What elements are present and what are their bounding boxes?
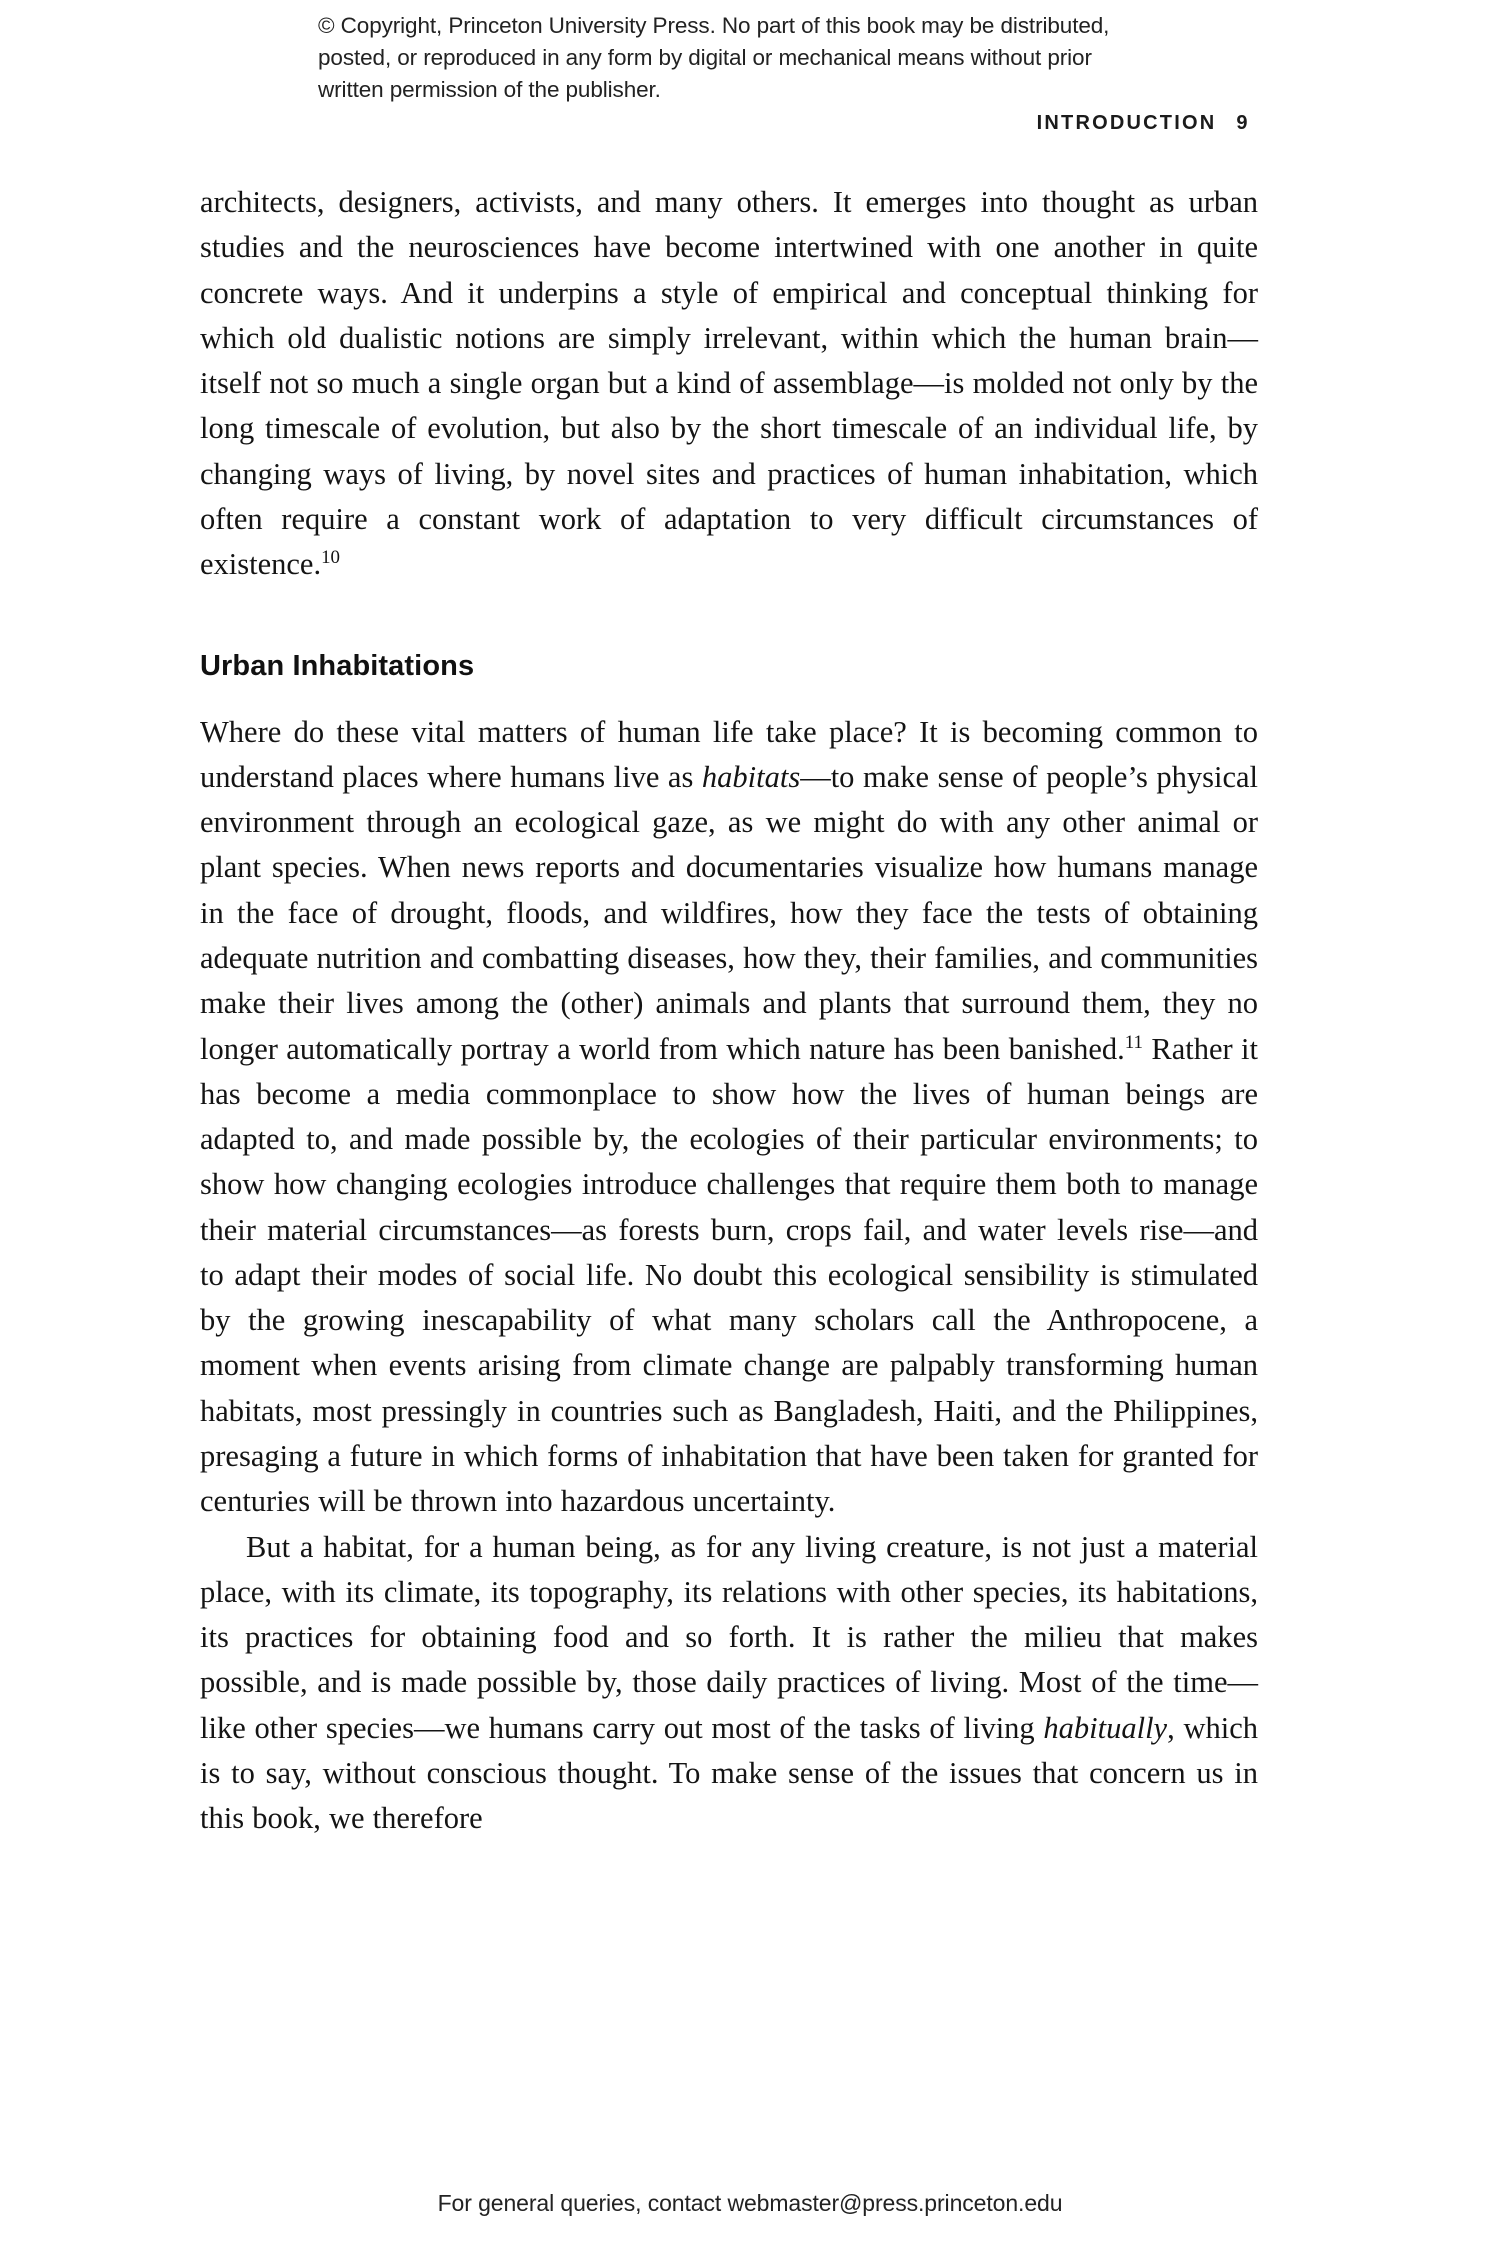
section-heading: Urban Inhabitations <box>200 649 475 682</box>
paragraph-3-text-a: But a habitat, for a human being, as for any living creature, is not just a material place, with its climate, its topography, its relations with other species, its habitations, its practices for obtaining food and so forth. It is rather the milieu that makes possible, and is made possible by, those daily practices of living. Most of the time—like other species—we humans carry out most of the tasks of living <box>200 1529 1258 1745</box>
footnote-marker-11: 11 <box>1124 1031 1143 1053</box>
emphasis-habitually: habitually <box>1043 1710 1168 1745</box>
paragraph-2-text-a: Where do these vital matters of human life take place? It is becoming common to understand places where humans live as <box>200 714 1258 794</box>
general-queries-footer: For general queries, contact webmaster@press.princeton.edu <box>437 2190 1063 2216</box>
page-number: 9 <box>1236 112 1248 134</box>
running-head-title: INTRODUCTION <box>1036 112 1217 134</box>
footnote-marker-10: 10 <box>321 547 340 569</box>
page-content <box>200 180 1258 1842</box>
paragraph-1-text: architects, designers, activists, and many others. It emerges into thought as urban studies and the neurosciences have become intertwined with one another in quite concrete ways. And it underpins a style of empirical and conceptual thinking for which old dualistic notions are simply irrelevant, within which the human brain—itself not so much a single organ but a kind of assemblage—is molded not only by the long timescale of evolution, but also by the short timescale of an individual life, by changing ways of living, by novel sites and practices of human inhabitation, which often require a constant work of adaptation to very difficult circumstances of existence. <box>200 185 1258 582</box>
emphasis-habitats: habitats <box>701 759 801 794</box>
paragraph-2-text-b: —to make sense of people’s physical environment through an ecological gaze, as we might do with any other animal or plant species. When news reports and documentaries visualize how humans manage in the face of drought, floods, and wildfires, how they face the tests of obtaining adequate nutrition and combatting diseases, how they, their families, and communities make their lives among the (other) animals and plants that surround them, they no longer automatically portray a world from which nature has been banished. <box>200 759 1259 1066</box>
paragraph-3 <box>200 1525 1258 1842</box>
paragraph-2-text-c: Rather it has become a media commonplace to show how the lives of human beings are adapted to, and made possible by, the ecologies of their particular environments; to show how changing ecologies introduce challenges that require them both to manage their material circumstances—as forests burn, crops fail, and water levels rise—and to adapt their modes of social life. No doubt this ecological sensibility is stimulated by the growing inescapability of what many scholars call the Anthropocene, a moment when events arising from climate change are palpably transforming human habitats, most pressingly in countries such as Bangladesh, Haiti, and the Philippines, presaging a future in which forms of inhabitation that have been taken for granted for centuries will be thrown into hazardous uncertainty. <box>200 1031 1259 1519</box>
paragraph-2 <box>200 710 1258 1525</box>
paragraph-3-text-b: , which is to say, without conscious thought. To make sense of the issues that concern us in this book, we therefore <box>200 1710 1258 1836</box>
copyright-notice: © Copyright, Princeton University Press. No part of this book may be distributed, posted, or reproduced in any form by digital or mechanical means without prior written permission of the publisher. <box>318 13 1110 102</box>
paragraph-continuation <box>200 180 1258 588</box>
running-head <box>1037 112 1248 135</box>
